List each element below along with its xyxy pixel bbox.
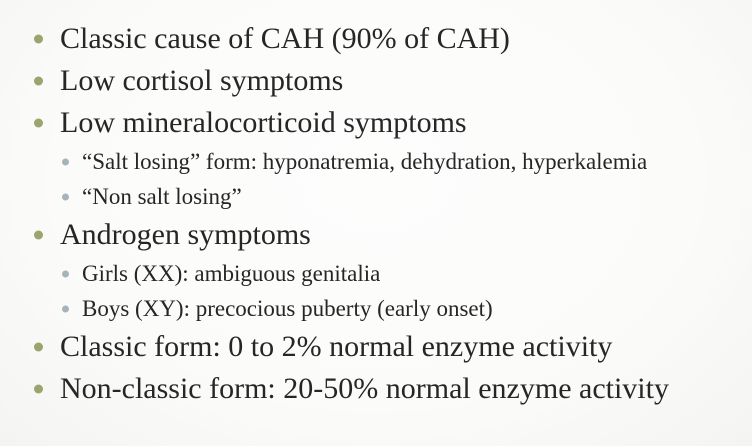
list-item [0, 291, 752, 326]
bullet-icon [34, 77, 43, 86]
sub-bullet-icon [62, 158, 69, 165]
list-item [0, 179, 752, 214]
list-item [0, 102, 752, 144]
sub-bullet-icon [62, 305, 69, 312]
list-item [0, 368, 752, 410]
list-item [0, 60, 752, 102]
list-item [0, 144, 752, 179]
bullet-icon [34, 343, 43, 352]
bullet-text: Classic cause of CAH (90% of CAH) [60, 22, 510, 55]
bullet-text: Boys (XY): precocious puberty (early onset) [82, 296, 493, 321]
bullet-text: “Non salt losing” [82, 184, 242, 209]
bullet-text: Low cortisol symptoms [60, 64, 344, 97]
bullet-text: Non-classic form: 20-50% normal enzyme activity [60, 372, 669, 405]
bullet-text: “Salt losing” form: hyponatremia, dehydration, hyperkalemia [82, 149, 648, 174]
bullet-text: Classic form: 0 to 2% normal enzyme activity [60, 330, 613, 363]
list-item [0, 326, 752, 368]
sub-bullet-icon [62, 193, 69, 200]
bullet-icon [34, 35, 43, 44]
bullet-icon [34, 385, 43, 394]
bullet-icon [34, 119, 43, 128]
sub-bullet-icon [62, 270, 69, 277]
bullet-text: Girls (XX): ambiguous genitalia [82, 261, 381, 286]
bullet-text: Low mineralocorticoid symptoms [60, 106, 467, 139]
list-item [0, 256, 752, 291]
list-item [0, 214, 752, 256]
bullet-text: Androgen symptoms [60, 218, 311, 251]
bullet-icon [34, 231, 43, 240]
list-item [0, 18, 752, 60]
